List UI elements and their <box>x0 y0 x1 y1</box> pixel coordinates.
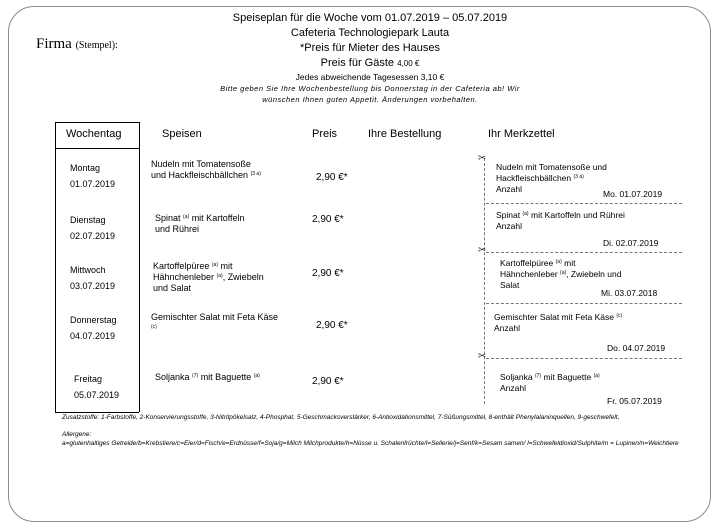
meal-monday: Nudeln mit Tomatensoße und Hackfleischbällchen $^{(3 a)}$ <box>151 159 261 180</box>
table-column-divider <box>139 122 140 412</box>
header-row-divider <box>55 148 139 149</box>
day-thursday: Donnerstag 04.07.2019 <box>70 315 117 341</box>
instruction-line-2: wünschen Ihnen guten Appetit. Änderungen vorbehalten. <box>262 95 478 104</box>
memo-date-friday: Fr. 05.07.2019 <box>607 396 662 406</box>
scissors-icon: ✂ <box>478 153 487 164</box>
table-bottom-border <box>55 412 139 413</box>
day-wednesday: Mittwoch 03.07.2019 <box>70 265 116 291</box>
cut-line-row-3 <box>486 303 682 304</box>
price-monday: 2,90 €* <box>316 172 348 183</box>
footnote-allergens: a=glutenhaltiges Getreide/b=Krebstiere/c=Eier/d=Fisch/e=Erdnüsse/f=Soja/g=Milch Milchprodukte/h=Nüsse u. Schalenfrüchte/l=Sellerie/j=Senf/k=Sesam samen/ l=Schwefeldioxid/Sulphite/m = Lupinen/n=Weichtiere <box>62 440 679 447</box>
column-header-weekday: Wochentag <box>66 128 122 140</box>
guest-price: Preis für Gäste 4,00 € <box>320 57 420 69</box>
page-title: Speiseplan für die Woche vom 01.07.2019 – 05.07.2019 <box>232 12 508 24</box>
price-friday: 2,90 €* <box>312 376 344 387</box>
day-tuesday: Dienstag 02.07.2019 <box>70 215 116 241</box>
memo-thursday: Gemischter Salat mit Feta Käse $^{(c)}$ Anzahl <box>494 312 623 333</box>
price-tuesday: 2,90 €* <box>312 214 344 225</box>
scissors-icon-3: ✂ <box>478 351 487 362</box>
day-friday: Freitag 05.07.2019 <box>74 374 120 400</box>
memo-date-monday: Mo. 01.07.2019 <box>603 189 663 199</box>
instruction-line-1: Bitte geben Sie Ihre Wochenbestellung bis Donnerstag in der Cafeteria ab! Wir <box>220 84 520 93</box>
deviating-meal-price: Jedes abweichende Tagesessen 3,10 € <box>295 72 445 82</box>
meal-friday: Soljanka $^{(7)}$ mit Baguette $^{(a)}$ <box>155 372 260 382</box>
cut-line-row-4 <box>486 358 682 359</box>
tenant-price-note: *Preis für Mieter des Hauses <box>300 42 440 54</box>
memo-date-thursday: Do. 04.07.2019 <box>607 343 666 353</box>
column-header-memo: Ihr Merkzettel <box>488 128 555 140</box>
meal-thursday: Gemischter Salat mit Feta Käse $^{(c)}$ <box>151 312 279 330</box>
memo-date-wednesday: Mi. 03.07.2018 <box>601 288 658 298</box>
memo-date-tuesday: Di. 02.07.2019 <box>603 238 659 248</box>
firm-stamp: (Stempel): <box>75 40 118 51</box>
memo-friday: Soljanka $^{(7)}$ mit Baguette $^{(a)}$ Anzahl <box>500 372 600 393</box>
price-wednesday: 2,90 €* <box>312 268 344 279</box>
column-header-order: Ihre Bestellung <box>368 128 442 140</box>
price-thursday: 2,90 €* <box>316 320 348 331</box>
scissors-icon-2: ✂ <box>478 245 487 256</box>
cut-line-vertical <box>484 158 485 404</box>
meal-tuesday: Spinat $^{(a)}$ mit Kartoffeln und Rührei <box>155 213 245 234</box>
cafeteria-name: Cafeteria Technologiepark Lauta <box>290 27 450 39</box>
table-top-border <box>55 122 139 123</box>
memo-monday: Nudeln mit Tomatensoße und Hackfleischbällchen $^{(3 a)}$ Anzahl <box>496 162 607 194</box>
memo-tuesday: Spinat $^{(a)}$ mit Kartoffeln und Rührei Anzahl <box>496 210 625 231</box>
footnote-allergens-label: Allergene: <box>62 431 92 438</box>
firm-label: Firma (Stempel): <box>36 36 118 52</box>
day-monday: Montag 01.07.2019 <box>70 163 116 189</box>
cut-line-row-1 <box>486 203 682 204</box>
column-header-meals: Speisen <box>162 128 202 140</box>
table-left-border <box>55 122 56 412</box>
memo-wednesday: Kartoffelpüree $^{(a)}$ mit Hähnchenleber $^{(a)}$, Zwiebeln und Salat <box>500 258 622 290</box>
cut-line-row-2 <box>486 252 682 253</box>
column-header-price: Preis <box>312 128 338 140</box>
footnote-additives: Zusatzstoffe: 1-Farbstoffe, 2-Konservierungsstoffe, 3-Nitritpökelsalz, 4-Phosphat, 5-Geschmacksverstärker, 6-Antioxidationsmittel, 7-Süßungsmittel, 8-enthält Phenylalaninquellen, 9-geschwefelt, <box>62 414 620 421</box>
meal-wednesday: Kartoffelpüree $^{(a)}$ mit Hähnchenleber $^{(a)}$, Zwiebeln und Salat <box>153 261 264 293</box>
